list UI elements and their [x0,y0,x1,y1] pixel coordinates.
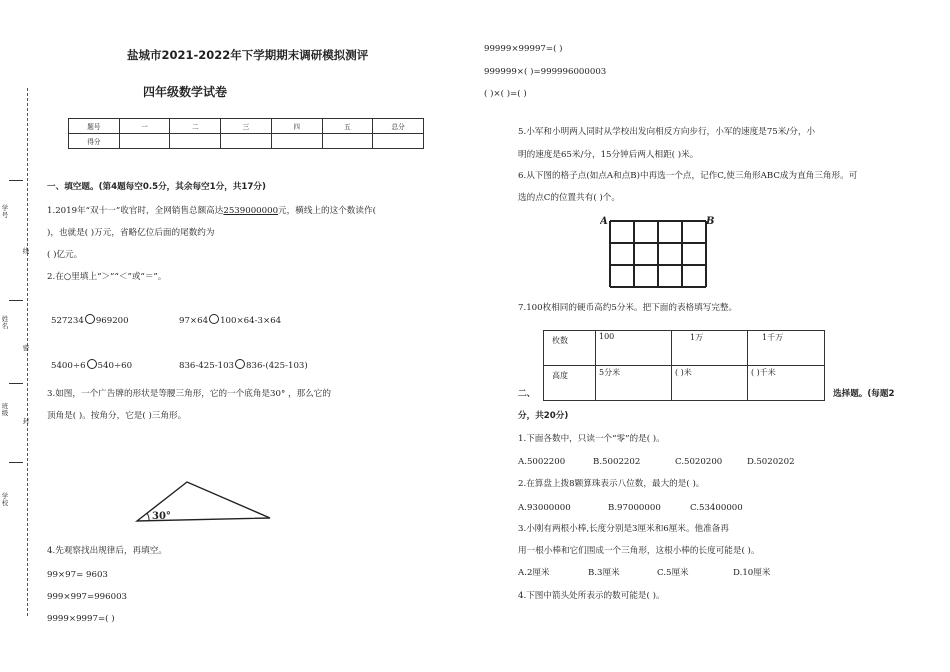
compare-circle[interactable] [235,359,245,369]
compare-left: 5400÷6 [51,361,86,371]
question-3-line-1: 3.如图，一个广告牌的形状是等腰三角形，它的一个底角是30° ，那么它的 [47,389,331,399]
table-cell: 5分米 [596,366,672,401]
option[interactable]: D.10厘米 [733,568,771,578]
option[interactable]: A.93000000 [518,503,571,513]
table-cell: 四 [271,119,322,134]
triangle-figure [132,476,274,526]
option[interactable]: C.53400000 [690,503,743,513]
pattern-line: 99×97= 9603 [47,570,108,580]
binding-mark-line: 线 [22,247,30,255]
binding-mark-seal: 密 [22,344,30,352]
compare-circle[interactable] [85,314,95,324]
table-cell: 二 [170,119,221,134]
question-6-line-2: 选的点C的位置共有( )个。 [518,193,620,203]
table-cell[interactable]: ( )千米 [748,366,825,401]
pattern-line: 999999×( )=999996000003 [484,67,607,77]
point-b-label: B [706,216,715,227]
score-cell [322,134,373,149]
choice-question-3-line-2: 用一根小棒和它们围成一个三角形，这根小棒的长度可能是( )。 [518,546,760,556]
binding-blank [9,462,23,463]
table-header-cell: 高度 [544,366,596,401]
coin-table [543,330,825,401]
pattern-line: 999×997=996003 [47,592,128,602]
question-4: 4.先观察找出规律后，再填空。 [47,546,167,556]
question-2: 2.在○里填上“＞”“＜”或“＝”。 [47,272,167,282]
binding-label-name: 姓名 [1,315,9,330]
score-cell [271,134,322,149]
question-text: 元，横线上的这个数读作( [278,206,376,216]
compare-right: 836-(425-103) [246,361,308,371]
compare-item [179,314,281,327]
table-cell: 三 [221,119,272,134]
question-5-line-2: 明的速度是65米/分，15分钟后两人相距( )米。 [518,150,699,160]
compare-right: 969200 [95,316,129,326]
question-text: 1.2019年“双十一”收官时，全网销售总额高达 [47,206,224,216]
option[interactable]: C.5020200 [675,457,723,467]
angle-arc [147,513,149,521]
score-cell [119,134,170,149]
binding-label-school: 学校 [1,492,9,507]
pattern-line: 9999×9997=( ) [47,614,115,624]
binding-line [27,88,28,616]
table-row [69,119,424,134]
section-choice-heading: 选择题。(每题2 [833,389,895,399]
table-header-cell: 枚数 [544,331,596,366]
choice-question-4: 4.下图中箭头处所表示的数可能是( )。 [518,591,665,601]
question-5-line-1: 5.小军和小明两人同时从学校出发向相反方向步行，小军的速度是75米/分，小 [518,127,816,137]
compare-left: 527234 [51,316,84,326]
option[interactable]: B.3厘米 [588,568,620,578]
option[interactable]: A.5002200 [518,457,566,467]
compare-right: 100×64-3×64 [220,316,282,326]
table-cell: 题号 [69,119,120,134]
binding-blank [9,180,23,181]
option[interactable]: B.97000000 [608,503,661,513]
section-fill-in-heading: 一、填空题。(第4题每空0.5分，其余每空1分，共17分) [47,182,266,192]
option[interactable]: D.5020202 [747,457,795,467]
grid-lines [610,221,706,287]
compare-right: 540÷60 [97,361,133,371]
page-subtitle: 四年级数学试卷 [143,85,228,99]
table-cell: 1万 [672,331,748,366]
question-1-line-2: )，也就是( )万元，省略亿位后面的尾数约为 [47,228,215,238]
compare-item [51,359,132,372]
table-cell: 1千万 [748,331,825,366]
table-cell: 一 [119,119,170,134]
option[interactable]: C.5厘米 [657,568,689,578]
question-6-line-1: 6.从下图的格子点(如点A和点B)中再选一个点，记作C,使三角形ABC成为直角三角形。可 [518,171,858,181]
pattern-line: ( )×( )=( ) [484,89,527,99]
binding-mark-cover: 封 [22,417,30,425]
choice-question-1: 1.下面各数中，只读一个“零”的是( )。 [518,434,665,444]
option[interactable]: A.2厘米 [518,568,550,578]
table-cell[interactable]: ( )米 [672,366,748,401]
section-choice-prefix: 二、 [518,389,536,399]
pattern-line: 99999×99997=( ) [484,44,563,54]
binding-blank [9,300,23,301]
angle-label: 30° [152,511,171,522]
question-3-line-2: 顶角是( )。按角分，它是( )三角形。 [47,411,187,421]
underlined-number: 2539000000 [223,206,279,216]
section-choice-heading-cont: 分，共20分) [518,411,569,421]
choice-question-3-line-1: 3.小刚有两根小棒,长度分别是3厘米和6厘米。他准备再 [518,524,729,534]
point-a-label: A [600,216,608,227]
question-1-line-1 [47,206,376,217]
option[interactable]: B.5002202 [593,457,641,467]
table-row [544,366,825,401]
question-1-line-3: ( )亿元。 [47,250,83,260]
table-cell: 100 [596,331,672,366]
score-cell [221,134,272,149]
question-7: 7.100枚相同的硬币高约5分米。把下面的表格填写完整。 [518,303,738,313]
table-cell: 五 [322,119,373,134]
score-cell [170,134,221,149]
compare-item [51,314,129,327]
compare-circle[interactable] [209,314,219,324]
table-cell: 得分 [69,134,120,149]
binding-label-class: 班级 [1,402,9,417]
compare-item [179,359,308,372]
compare-circle[interactable] [87,359,97,369]
compare-left: 836-425-103 [179,361,235,371]
table-row [544,331,825,366]
page-title: 盐城市2021-2022年下学期期末调研模拟测评 [127,48,369,62]
table-cell: 总分 [373,119,424,134]
score-cell [373,134,424,149]
binding-label-student-id: 学号 [1,204,9,219]
binding-blank [9,383,23,384]
score-table [68,118,424,149]
compare-left: 97×64 [179,316,209,326]
choice-question-2: 2.在算盘上拨8颗算珠表示八位数，最大的是( )。 [518,479,705,489]
dot-grid-figure [600,212,716,290]
table-row [69,134,424,149]
